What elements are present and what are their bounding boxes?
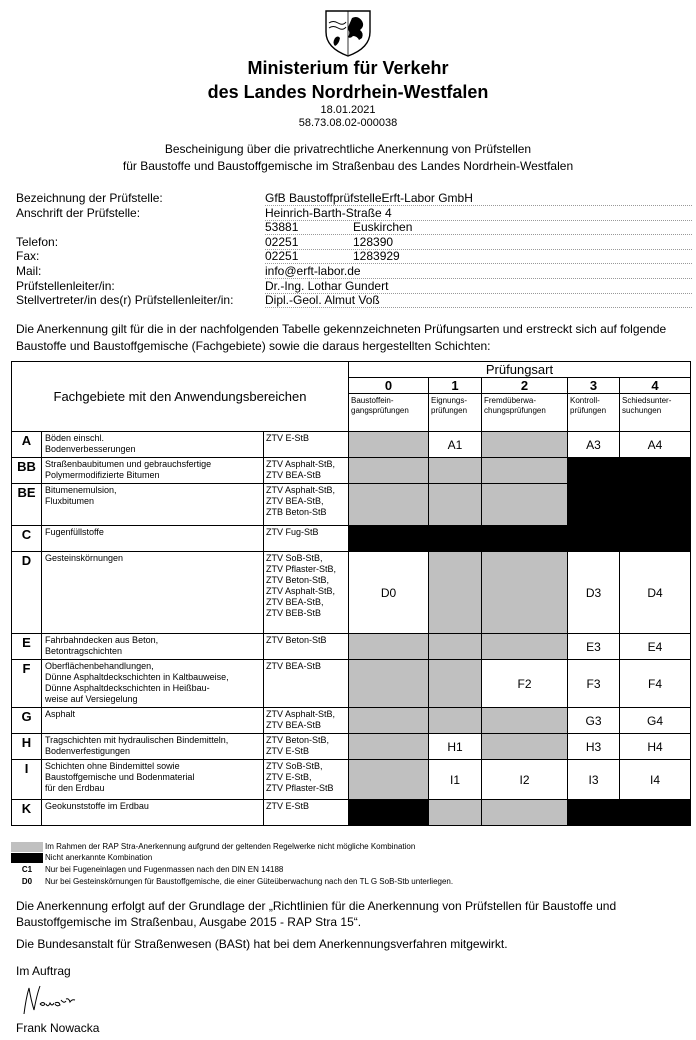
row-letter: E: [12, 634, 42, 660]
info-label: Mail:: [16, 264, 42, 278]
test-cell: [482, 484, 568, 526]
test-cell: [429, 484, 482, 526]
row-description: Oberflächenbehandlungen, Dünne Asphaltdeckschichten in Kaltbauweise, Dünne Asphaltdeckschichten in Heißbau- weise auf Versiegelung: [42, 660, 264, 708]
info-row-head: [16, 279, 692, 294]
test-cell: [620, 800, 691, 826]
table-row: [12, 432, 691, 458]
fax-area: 02251: [265, 249, 299, 263]
column-description: Fremdüberwa- chungsprüfungen: [482, 394, 568, 432]
test-cell: [620, 484, 691, 526]
info-row-phone: [16, 235, 692, 250]
ministry-title-line1: Ministerium für Verkehr: [247, 58, 449, 78]
row-description: Straßenbaubitumen und gebrauchsfertige Polymermodifizierte Bitumen: [42, 458, 264, 484]
row-ztv: ZTV Asphalt-StB, ZTV BEA-StB: [264, 708, 349, 734]
row-ztv: ZTV Asphalt-StB, ZTV BEA-StB, ZTB Beton-StB: [264, 484, 349, 526]
info-value: GfB BaustoffprüfstelleErft-Labor GmbH: [265, 191, 473, 205]
test-cell: [568, 526, 620, 552]
row-ztv: ZTV Asphalt-StB, ZTV BEA-StB: [264, 458, 349, 484]
test-cell: [429, 552, 482, 634]
row-letter: C: [12, 526, 42, 552]
legend-black-swatch: [11, 853, 43, 863]
test-cell: [482, 708, 568, 734]
row-ztv: ZTV E-StB: [264, 432, 349, 458]
info-label: Prüfstellenleiter/in:: [16, 279, 115, 293]
test-cell: [620, 458, 691, 484]
info-value: Dr.-Ing. Lothar Gundert: [265, 279, 389, 293]
info-row-fax: [16, 249, 692, 264]
recognition-table: [11, 361, 691, 826]
legend-grey-text: Im Rahmen der RAP Stra-Anerkennung aufgrund der geltenden Regelwerke nicht mögliche Kombination: [45, 842, 416, 851]
table-row: [12, 552, 691, 634]
legend-text: Nur bei Gesteinskörnungen für Baustoffgemische, die einer Güteüberwachung nach den TL G SoB-Stb unterliegen.: [45, 877, 454, 886]
row-description: Bitumenemulsion, Fluxbitumen: [42, 484, 264, 526]
test-cell: [482, 634, 568, 660]
row-description: Tragschichten mit hydraulischen Bindemitteln, Bodenverfestigungen: [42, 734, 264, 760]
table-row: [12, 458, 691, 484]
test-cell: [568, 484, 620, 526]
row-ztv: ZTV Fug-StB: [264, 526, 349, 552]
test-cell: D3: [568, 552, 620, 634]
test-cell: A1: [429, 432, 482, 458]
test-cell: [349, 760, 429, 800]
test-cell: E3: [568, 634, 620, 660]
test-cell: [349, 660, 429, 708]
test-cell: H1: [429, 734, 482, 760]
test-cell: [482, 734, 568, 760]
row-letter: F: [12, 660, 42, 708]
scope-paragraph: Die Anerkennung gilt für die in der nachfolgenden Tabelle gekennzeichneten Prüfungsarten und erstreckt sich auf folgende Baustoffe und Baustoffgemische (Fachgebiete) sowie die daraus hergestellten Schichten:: [16, 322, 667, 353]
column-number: 2: [482, 378, 568, 394]
test-cell: [568, 458, 620, 484]
test-cell: I1: [429, 760, 482, 800]
info-row-city: [16, 220, 692, 235]
bast-paragraph: Die Bundesanstalt für Straßenwesen (BASt) hat bei dem Anerkennungsverfahren mitgewirkt.: [16, 937, 508, 951]
fax-number: 1283929: [353, 249, 400, 263]
email-link[interactable]: info@erft-labor.de: [265, 264, 361, 278]
test-cell: [429, 800, 482, 826]
column-number: 1: [429, 378, 482, 394]
test-cell: [429, 458, 482, 484]
row-letter: I: [12, 760, 42, 800]
info-label: Fax:: [16, 249, 40, 263]
test-cell: F4: [620, 660, 691, 708]
test-cell: [349, 734, 429, 760]
signature-image: [20, 984, 80, 1018]
column-number: 3: [568, 378, 620, 394]
info-value: Dipl.-Geol. Almut Voß: [265, 293, 380, 307]
legend-code: C1: [21, 865, 33, 874]
legend-grey-swatch: [11, 842, 43, 852]
table-row: [12, 734, 691, 760]
basis-paragraph: Die Anerkennung erfolgt auf der Grundlage der „Richtlinien für die Anerkennung von Prüfstellen für Baustoffe und Baustoffgemische im Straßenbau, Ausgabe 2015 - RAP Stra 15“.: [16, 899, 617, 929]
test-cell: E4: [620, 634, 691, 660]
test-cell: [349, 634, 429, 660]
test-cell: H3: [568, 734, 620, 760]
row-letter: BB: [12, 458, 42, 484]
table-row: [12, 634, 691, 660]
row-letter: D: [12, 552, 42, 634]
document-date: 18.01.2021: [320, 104, 376, 116]
phone-number: 128390: [353, 235, 394, 249]
row-description: Schichten ohne Bindemittel sowie Baustoffgemische und Bodenmaterial für den Erdbau: [42, 760, 264, 800]
info-row-name: [16, 191, 692, 206]
column-description: Eignungs- prüfungen: [429, 394, 482, 432]
info-row-mail: [16, 264, 692, 279]
test-cell: [429, 634, 482, 660]
test-cell: A3: [568, 432, 620, 458]
column-description: Baustoffein- gangsprüfungen: [349, 394, 429, 432]
row-description: Asphalt: [42, 708, 264, 734]
signer-name: Frank Nowacka: [16, 1021, 100, 1035]
test-cell: [429, 660, 482, 708]
table-row: [12, 760, 691, 800]
info-label: Stellvertreter/in des(r) Prüfstellenleiter/in:: [16, 293, 234, 307]
im-auftrag-label: Im Auftrag: [16, 964, 71, 978]
test-cell: H4: [620, 734, 691, 760]
intro-line2: für Baustoffe und Baustoffgemische im Straßenbau des Landes Nordrhein-Westfalen: [122, 159, 574, 173]
test-cell: [620, 526, 691, 552]
test-cell: I2: [482, 760, 568, 800]
test-cell: [482, 458, 568, 484]
legend-code: D0: [21, 877, 33, 886]
row-ztv: ZTV Beton-StB: [264, 634, 349, 660]
table-row: [12, 800, 691, 826]
test-cell: [482, 526, 568, 552]
row-description: Geokunststoffe im Erdbau: [42, 800, 264, 826]
test-cell: [429, 708, 482, 734]
row-ztv: ZTV BEA-StB: [264, 660, 349, 708]
test-cell: I3: [568, 760, 620, 800]
test-cell: [482, 800, 568, 826]
column-description: Schiedsunter- suchungen: [620, 394, 691, 432]
info-label: Bezeichnung der Prüfstelle:: [16, 191, 163, 205]
info-label: Anschrift der Prüfstelle:: [16, 206, 141, 220]
test-cell: [429, 526, 482, 552]
row-letter: A: [12, 432, 42, 458]
column-description: Kontroll- prüfungen: [568, 394, 620, 432]
info-row-deputy: [16, 293, 692, 308]
coat-of-arms-icon: [321, 8, 375, 58]
test-cell: [349, 800, 429, 826]
table-row: [12, 526, 691, 552]
test-cell: [482, 552, 568, 634]
test-cell: [349, 484, 429, 526]
row-ztv: ZTV SoB-StB, ZTV E-StB, ZTV Pflaster-StB: [264, 760, 349, 800]
row-letter: BE: [12, 484, 42, 526]
legend-black-text: Nicht anerkannte Kombination: [45, 853, 153, 862]
row-description: Gesteinskörnungen: [42, 552, 264, 634]
row-ztv: ZTV Beton-StB, ZTV E-StB: [264, 734, 349, 760]
test-cell: G4: [620, 708, 691, 734]
row-ztv: ZTV E-StB: [264, 800, 349, 826]
fachgebiete-header: Fachgebiete mit den Anwendungsbereichen: [12, 362, 349, 432]
test-cell: [482, 432, 568, 458]
test-cell: F3: [568, 660, 620, 708]
table-row: [12, 484, 691, 526]
info-city: Euskirchen: [353, 220, 413, 234]
reference-number: 58.73.08.02-000038: [298, 117, 398, 129]
pruefungsart-header: Prüfungsart: [349, 362, 691, 378]
row-letter: K: [12, 800, 42, 826]
row-ztv: ZTV SoB-StB, ZTV Pflaster-StB, ZTV Beton-StB, ZTV Asphalt-StB, ZTV BEA-StB, ZTV BEB-StB: [264, 552, 349, 634]
info-label: Telefon:: [16, 235, 59, 249]
ministry-title-line2: des Landes Nordrhein-Westfalen: [207, 82, 489, 102]
info-zip: 53881: [265, 220, 299, 234]
header-row-1: [12, 362, 691, 378]
column-number: 0: [349, 378, 429, 394]
test-cell: [568, 800, 620, 826]
info-value: Heinrich-Barth-Straße 4: [265, 206, 392, 220]
row-description: Böden einschl. Bodenverbesserungen: [42, 432, 264, 458]
row-letter: G: [12, 708, 42, 734]
test-cell: G3: [568, 708, 620, 734]
test-cell: F2: [482, 660, 568, 708]
row-description: Fugenfüllstoffe: [42, 526, 264, 552]
intro-line1: Bescheinigung über die privatrechtliche Anerkennung von Prüfstellen: [164, 142, 532, 156]
table-row: [12, 708, 691, 734]
test-cell: [349, 708, 429, 734]
test-cell: D4: [620, 552, 691, 634]
table-row: [12, 660, 691, 708]
test-cell: [349, 526, 429, 552]
test-cell: D0: [349, 552, 429, 634]
legend-text: Nur bei Fugeneinlagen und Fugenmassen nach den DIN EN 14188: [45, 865, 284, 874]
info-row-address: [16, 206, 692, 221]
column-number: 4: [620, 378, 691, 394]
test-cell: I4: [620, 760, 691, 800]
test-cell: [349, 432, 429, 458]
test-cell: A4: [620, 432, 691, 458]
phone-area: 02251: [265, 235, 299, 249]
test-cell: [349, 458, 429, 484]
row-letter: H: [12, 734, 42, 760]
row-description: Fahrbahndecken aus Beton, Betontragschichten: [42, 634, 264, 660]
